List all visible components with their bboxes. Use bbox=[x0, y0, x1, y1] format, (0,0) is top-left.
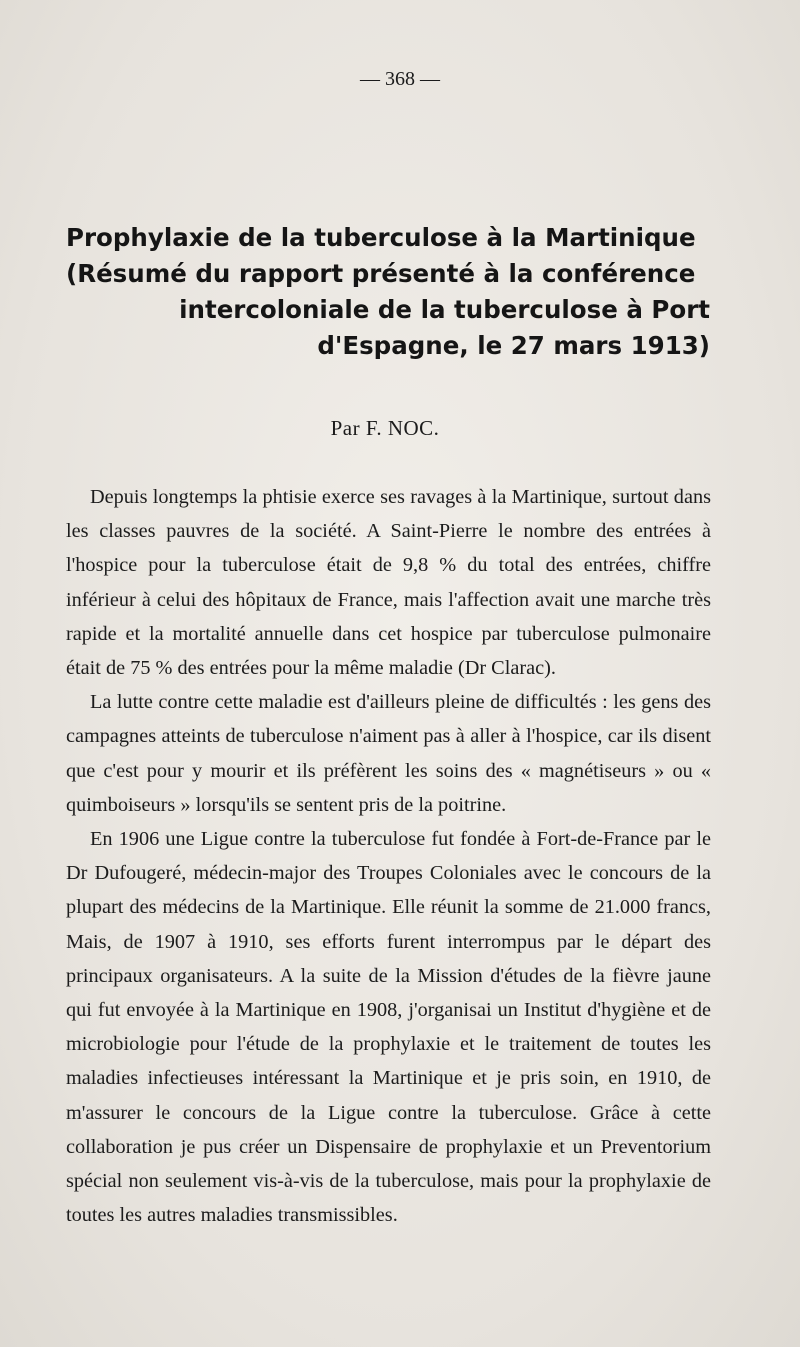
title-line-2: (Résumé du rapport présenté à la conférence bbox=[66, 259, 696, 288]
author-byline: Par F. NOC. bbox=[330, 416, 440, 440]
paragraph-3: En 1906 une Ligue contre la tuberculose fut fondée à Fort-de-France par le Dr Dufougeré, médecin-major des Troupes Coloniales avec le concours de la plupart des médecins de la Martinique. Elle réunit la somme de 21.000 francs, Mais, de 1907 à 1910, ses efforts furent interrompus par le départ des principaux organisateurs. A la suite de la Mission d'études de la fièvre jaune qui fut envoyée à la Martinique en 1908, j'organisai un Institut d'hygiène et de microbiologie pour l'étude de la prophylaxie et le traitement de toutes les maladies infectieuses intéressant la Martinique et je pris soin, en 1910, de m'assurer le concours de la Ligue contre la tuberculose. Grâce à cette collaboration je pus créer un Dispensaire de prophylaxie et un Preventorium spécial non seulement vis-à-vis de la tuberculose, mais pour la prophylaxie de toutes les autres maladies transmissibles. bbox=[66, 828, 711, 1227]
title-line-3: intercoloniale de la tuberculose à Port bbox=[179, 295, 710, 324]
page-number: — 368 — bbox=[360, 68, 440, 90]
article-title bbox=[66, 220, 710, 364]
title-line-4: d'Espagne, le 27 mars 1913) bbox=[317, 331, 710, 360]
title-line-1: Prophylaxie de la tuberculose à la Martinique bbox=[66, 223, 696, 252]
paragraph-2: La lutte contre cette maladie est d'ailleurs pleine de difficultés : les gens des campagnes atteints de tuberculose n'aiment pas à aller à l'hospice, car ils disent que c'est pour y mourir et ils préfèrent les soins des « magnétiseurs » ou « quimboiseurs » lorsqu'ils se sentent pris de la poitrine. bbox=[66, 691, 711, 816]
paragraph-1: Depuis longtemps la phtisie exerce ses ravages à la Martinique, surtout dans les classes pauvres de la société. A Saint-Pierre le nombre des entrées à l'hospice pour la tuberculose était de 9,8 % du total des entrées, chiffre inférieur à celui des hôpitaux de France, mais l'affection avait une marche très rapide et la mortalité annuelle dans cet hospice par tuberculose pulmonaire était de 75 % des entrées pour la même maladie (Dr Clarac). bbox=[66, 486, 711, 680]
article-body bbox=[66, 480, 711, 1232]
